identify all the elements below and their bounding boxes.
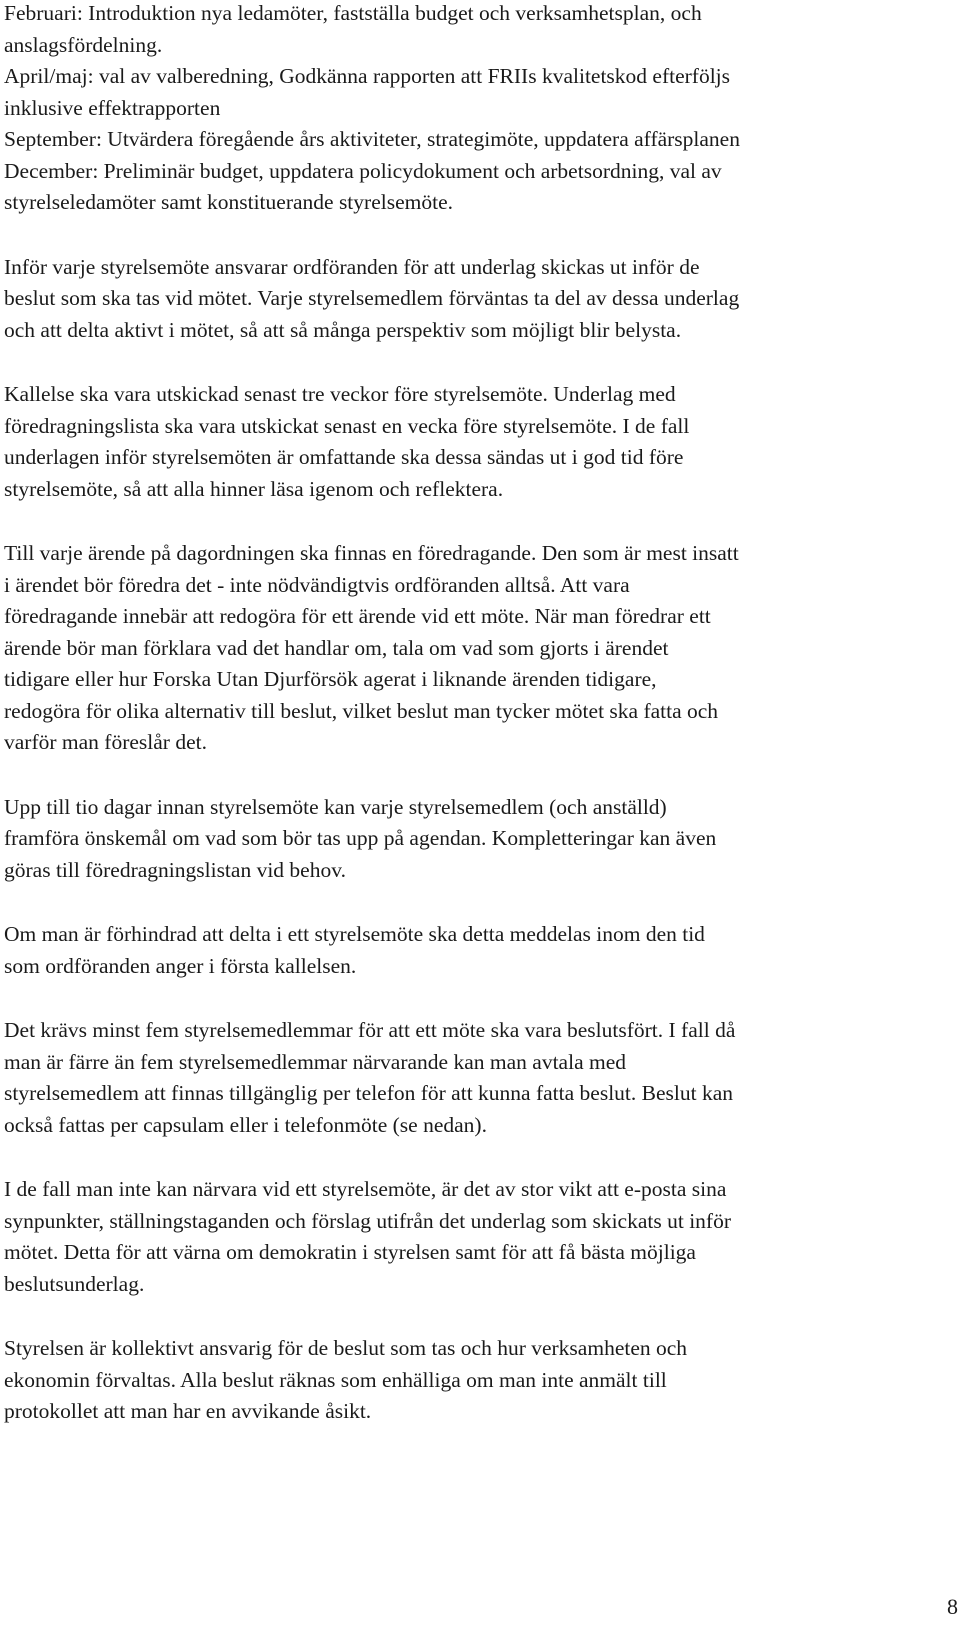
paragraph-email-input — [4, 1174, 952, 1300]
paragraph-line: tidigare eller hur Forska Utan Djurförsök agerat i liknande ärenden tidigare, — [4, 667, 657, 691]
schedule-line: inklusive effektrapporten — [4, 95, 221, 120]
paragraph-agenda-requests — [4, 792, 952, 887]
schedule-line: December: Preliminär budget, uppdatera policydokument och arbetsordning, val av — [4, 158, 722, 183]
paragraph-line: göras till föredragningslistan vid behov. — [4, 857, 346, 882]
schedule-line: September: Utvärdera föregående års aktiviteter, strategimöte, uppdatera affärsplanen — [4, 127, 740, 151]
paragraph-line: man är färre än fem styrelsemedlemmar närvarande kan man avtala med — [4, 1049, 626, 1074]
schedule-line: April/maj: val av valberedning, Godkänna rapporten att FRIIs kvalitetskod efterföljs — [4, 64, 731, 88]
paragraph-line: och att delta aktivt i mötet, så att så många perspektiv som möjligt blir belysta. — [4, 317, 682, 342]
page-number: 8 — [947, 1594, 958, 1619]
paragraph-line: underlagen inför styrelsemöten är omfattande ska dessa sändas ut i god tid före — [4, 445, 684, 469]
paragraph-notice — [4, 379, 952, 505]
paragraph-line: Styrelsen är kollektivt ansvarig för de beslut som tas och hur verksamheten och — [4, 1336, 688, 1360]
schedule-line: styrelseledamöter samt konstituerande styrelsemöte. — [4, 190, 453, 214]
paragraph-line: I de fall man inte kan närvara vid ett styrelsemöte, är det av stor vikt att e-posta sina — [4, 1177, 727, 1201]
paragraph-presenter — [4, 538, 952, 759]
paragraph-line: beslut som ska tas vid mötet. Varje styrelsemedlem förväntas ta del av dessa underlag — [4, 286, 740, 310]
paragraph-line: Till varje ärende på dagordningen ska finnas en föredragande. Den som är mest insatt — [4, 541, 739, 565]
paragraph-line: varför man föreslår det. — [4, 730, 207, 754]
paragraph-line: beslutsunderlag. — [4, 1271, 145, 1296]
paragraph-meeting-materials — [4, 252, 952, 347]
paragraph-line: som ordföranden anger i första kallelsen. — [4, 953, 357, 978]
paragraph-gap — [4, 886, 952, 919]
paragraph-gap — [4, 982, 952, 1015]
paragraph-absence — [4, 919, 952, 982]
paragraph-line: styrelsemöte, så att alla hinner läsa igenom och reflektera. — [4, 476, 504, 501]
schedule-line: Februari: Introduktion nya ledamöter, fastställa budget och verksamhetsplan, och — [4, 1, 702, 25]
paragraph-gap — [4, 1300, 952, 1333]
paragraph-quorum — [4, 1015, 952, 1141]
paragraph-line: föredragande innebär att redogöra för ett ärende vid ett möte. När man föredrar ett — [4, 604, 711, 628]
document-body — [4, 0, 952, 1428]
paragraph-gap — [4, 219, 952, 252]
paragraph-line: Inför varje styrelsemöte ansvarar ordföranden för att underlag skickas ut inför de — [4, 254, 700, 279]
paragraph-gap — [4, 505, 952, 538]
paragraph-line: redogöra för olika alternativ till beslut, vilket beslut man tycker mötet ska fatta och — [4, 698, 719, 723]
paragraph-line: mötet. Detta för att värna om demokratin i styrelsen samt för att få bästa möjliga — [4, 1240, 696, 1264]
paragraph-line: också fattas per capsulam eller i telefonmöte (se nedan). — [4, 1112, 487, 1137]
schedule-list — [4, 0, 952, 219]
paragraph-line: i ärendet bör föredra det - inte nödvändigtvis ordföranden alltså. Att vara — [4, 572, 630, 597]
schedule-line: anslagsfördelning. — [4, 32, 163, 57]
paragraph-line: Kallelse ska vara utskickad senast tre veckor före styrelsemöte. Underlag med — [4, 382, 676, 406]
paragraph-gap — [4, 346, 952, 379]
paragraph-gap — [4, 1141, 952, 1174]
paragraph-line: Upp till tio dagar innan styrelsemöte kan varje styrelsemedlem (och anställd) — [4, 794, 667, 819]
paragraph-line: styrelsemedlem att finnas tillgänglig per telefon för att kunna fatta beslut. Beslut kan — [4, 1081, 734, 1105]
paragraph-line: Om man är förhindrad att delta i ett styrelsemöte ska detta meddelas inom den tid — [4, 922, 705, 946]
paragraph-line: synpunkter, ställningstaganden och förslag utifrån det underlag som skickats ut inför — [4, 1208, 731, 1233]
paragraph-line: ekonomin förvaltas. Alla beslut räknas som enhälliga om man inte anmält till — [4, 1367, 667, 1392]
paragraph-line: protokollet att man har en avvikande åsikt. — [4, 1399, 372, 1423]
paragraph-line: Det krävs minst fem styrelsemedlemmar för att ett möte ska vara beslutsfört. I fall då — [4, 1018, 736, 1042]
paragraph-gap — [4, 759, 952, 792]
paragraph-line: ärende bör man förklara vad det handlar om, tala om vad som gjorts i ärendet — [4, 635, 669, 660]
paragraph-line: föredragningslista ska vara utskickat senast en vecka före styrelsemöte. I de fall — [4, 413, 690, 438]
paragraph-collective-responsibility — [4, 1333, 952, 1428]
paragraph-line: framföra önskemål om vad som bör tas upp på agendan. Kompletteringar kan även — [4, 826, 717, 850]
